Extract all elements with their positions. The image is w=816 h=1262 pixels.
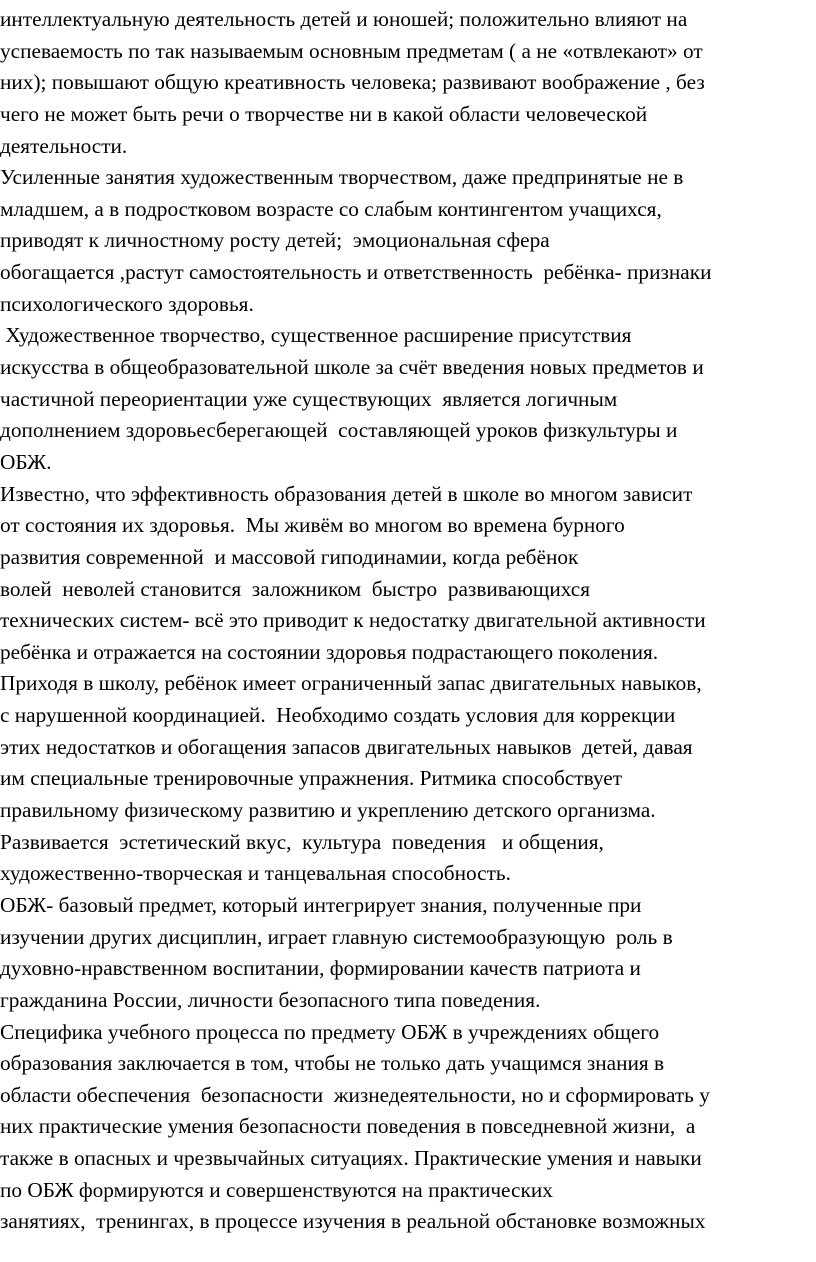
text-line: психологического здоровья. [0, 291, 254, 316]
text-line: приводят к личностному росту детей; эмоциональная сфера [0, 228, 550, 253]
text-line: от состояния их здоровья. Мы живём во многом во времена бурного [0, 513, 625, 538]
text-line: частичной переориентации уже существующих является логичным [0, 386, 618, 411]
text-line: младшем, а в подростковом возрасте со слабым контингентом учащихся, [0, 196, 662, 221]
text-line: Усиленные занятия художественным творчеством, даже предпринятые не в [0, 165, 684, 190]
text-line: с нарушенной координацией. Необходимо создать условия для коррекции [0, 703, 676, 728]
text-line: искусства в общеобразовательной школе за счёт введения новых предметов и [0, 355, 704, 380]
text-line: ОБЖ. [0, 449, 52, 474]
text-line: Известно, что эффективность образования детей в школе во многом зависит [0, 481, 693, 506]
text-line: обогащается ,растут самостоятельность и ответственность ребёнка- признаки [0, 260, 712, 285]
text-line: также в опасных и чрезвычайных ситуациях. Практические умения и навыки [0, 1146, 702, 1171]
text-line: Приходя в школу, ребёнок имеет ограниченный запас двигательных навыков, [0, 671, 702, 696]
document-body-text [0, 4, 816, 1238]
text-line: деятельности. [0, 133, 128, 158]
text-line: Специфика учебного процесса по предмету ОБЖ в учреждениях общего [0, 1019, 660, 1044]
text-line: образования заключается в том, чтобы не только дать учащимся знания в [0, 1051, 665, 1076]
text-line: них); повышают общую креативность человека; развивают воображение , без [0, 70, 705, 95]
text-line: ОБЖ- базовый предмет, который интегрирует знания, полученные при [0, 892, 642, 917]
text-line: Развивается эстетический вкус, культура поведения и общения, [0, 829, 604, 854]
text-line: чего не может быть речи о творчестве ни в какой области человеческой [0, 101, 648, 126]
text-line: них практические умения безопасности поведения в повседневной жизни, а [0, 1114, 696, 1139]
text-line: технических систем- всё это приводит к недостатку двигательной активности [0, 608, 706, 633]
text-line: по ОБЖ формируются и совершенствуются на практических [0, 1177, 553, 1202]
text-line: волей неволей становится заложником быстро развивающихся [0, 576, 591, 601]
text-line: развития современной и массовой гиподинамии, когда ребёнок [0, 544, 579, 569]
text-line: интеллектуальную деятельность детей и юношей; положительно влияют на [0, 7, 688, 31]
text-line: ребёнка и отражается на состоянии здоровья подрастающего поколения. [0, 639, 659, 664]
text-line: занятиях, тренингах, в процессе изучения в реальной обстановке возможных [0, 1209, 706, 1234]
text-line: области обеспечения безопасности жизнедеятельности, но и сформировать у [0, 1082, 710, 1107]
text-line: гражданина России, личности безопасного типа поведения. [0, 987, 541, 1012]
text-line: духовно-нравственном воспитании, формировании качеств патриота и [0, 956, 641, 981]
text-line: успеваемость по так называемым основным предметам ( а не «отвлекают» от [0, 38, 703, 63]
text-line: изучении других дисциплин, играет главную системообразующую роль в [0, 924, 673, 949]
text-line: правильному физическому развитию и укреплению детского организма. [0, 798, 656, 823]
text-line: художественно-творческая и танцевальная способность. [0, 861, 511, 886]
text-line: дополнением здоровьесберегающей составляющей уроков физкультуры и [0, 418, 678, 443]
text-line: этих недостатков и обогащения запасов двигательных навыков детей, давая [0, 734, 693, 759]
text-line: им специальные тренировочные упражнения. Ритмика способствует [0, 766, 623, 791]
text-line: Художественное творчество, существенное расширение присутствия [0, 323, 632, 348]
